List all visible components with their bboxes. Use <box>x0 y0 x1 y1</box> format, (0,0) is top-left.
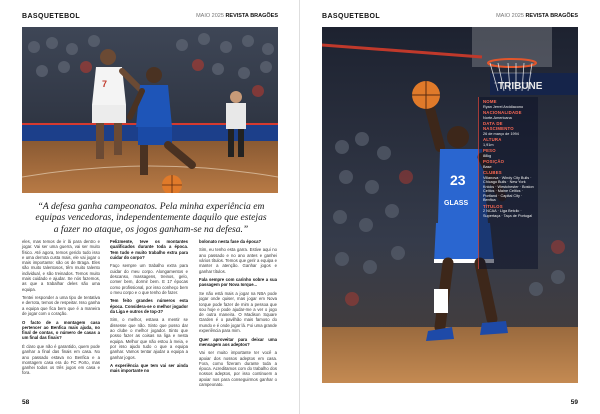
fact-value: 26 de março de 1994 <box>483 131 519 136</box>
paragraph: Se não está mais a jogar na NBA pode jogar onde quiser, mas jogar em Nova Iorque pode fazer de mim a pessoa que sou hoje e pode ajudar-me a ver o jogo de outra maneira. O Madison Square Garden é o pavilhão mais famoso do mundo e é onde jogar lá. Foi uma grande experiência para mim. <box>199 290 277 334</box>
paragraph: Faço sempre um trabalho extra para cuidar do meu corpo. Alongamentos e descanso, massagens, treinos, gelo, comer bem, dormir bem. E 17 épocas como profissional, por isso conheço bem o meu corpo e o que tenho de fazer. <box>110 263 188 295</box>
article-column-1 <box>22 239 100 379</box>
interview-question: Tem feito grandes números esta época. Considera-se o melhor jogador da Liga e outros de top-3? <box>110 298 188 314</box>
fact-label: POSIÇÃO <box>483 158 505 164</box>
pull-quote: “A defesa ganha campeonatos. Pela minha experiência em equipas vencedoras, independentemente daquilo que estejas a fazer no ataque, os jogos ganham-se na defesa.” <box>35 201 267 235</box>
interview-question: Felizmente, teve os montantes qualificados durante toda a época. Tem tudo e muito trabalho extra para cuidar do corpo? <box>110 239 188 260</box>
left-header <box>22 13 278 23</box>
article-columns <box>22 239 278 399</box>
fact-label: DATA DE NASCIMENTO <box>483 120 514 131</box>
fact-label: NACIONALIDADE <box>483 109 522 115</box>
blue-jersey-number: 23 <box>450 172 466 188</box>
fact-label: CLUBES <box>483 169 502 175</box>
page-number-right: 59 <box>570 399 578 406</box>
game-action-photo <box>22 27 278 193</box>
page-number-left: 58 <box>22 399 30 406</box>
article-column-3 <box>199 239 277 391</box>
fact-value: 88kg <box>483 153 492 158</box>
right-page <box>300 0 600 414</box>
white-jersey-number: 7 <box>102 79 108 89</box>
interview-question: Quer aproveitar para deixar uma mensagem aos adeptos? <box>199 336 277 347</box>
fact-value: Base <box>483 164 492 169</box>
right-header <box>322 13 578 23</box>
interview-question: bolonato nesta fase da época? <box>199 239 262 244</box>
interview-question: O facto de a montagem casa pertencer ao Benfica mais ajuda, no final de contas, o número de casas a um final das finais? <box>22 319 100 341</box>
paragraph: Vai ser muito importante ter você a apoiar dos nossos adeptos em casa. Fora, como fizeram durante toda a época. Acreditamos com do trabalho dos nossos adeptos, por isso continuem a apoiar nos para conseguirmos ganhar o campeonato. <box>199 350 277 388</box>
fact-value: Ryan Jerrel Arcidiacono <box>483 104 524 109</box>
paragraph: eles, mas temos de ir lá para dentro e jogar. Vai ser uma guerra, vai ser muito físico. Até agora, temos gerido tudo isso e uma derrota custa mais, ele vai jogar o mais importante: são os de Braga. Eles são muito talentosos, têm muito talento individual, e são treinados. Temos muito mais cuidado e ajudar. Se nós fazemos, as que a trabalhar deles são uma equipa. <box>22 239 100 292</box>
shirt-sponsor-text: GLASS <box>444 200 469 207</box>
paragraph: É claro que não é garantido, quem pode ganhar a final das finais em casa. No ano passado estava no Benfica e a montagem casa era do FC Porto, mas ganhei todos os três jogos em casa e fora. <box>22 343 100 376</box>
fact-value: 2 NCAA · Liga Betclic · Supertaça · Taça de Portugal <box>483 209 533 219</box>
fact-label: TÍTULOS <box>483 203 503 209</box>
fact-label: ALTURA <box>483 136 502 142</box>
fact-value: Norte-Americana <box>483 115 512 120</box>
paragraph: Sim, o melhor, estava a mentir se dissesse que não. Sinto que posso dar ao clube o melhor jogador. Sinto que posso fazer as coisas na liga e nesta equipa. Melhor que não estou à meia, e por isso ajudo tudo o que a equipa ganhar. Vamos tentar ajudar a equipa a ganhar jogos. <box>110 317 188 360</box>
paragraph: Sim, eu tenho esta garra. Estive aqui no ano passado e no ano antes e ganhei vários títulos. Temos que gerir a equipa e manter a atenção. Ganhar jogos e ganhar títulos. <box>199 247 277 274</box>
interview-question: Fala sempre com carinho sobre a sua passagem por Nova Iorque... <box>199 277 277 288</box>
paragraph: Tentei responder a uma tipo de tentativa e derrota, temos de respeitar. Isso ganha a equipa que fica bem que é a maneira de jogar com o coração. <box>22 295 100 317</box>
fact-label: NOME <box>483 99 497 104</box>
dunk-photo <box>322 27 578 383</box>
section-label: BASQUETEBOL <box>22 13 81 20</box>
issue-label: MAIO 2025 REVISTA BRAGÕES <box>196 13 278 19</box>
fact-value: Villanova · Windy City Bulls · Chicago Bulls · New York Knicks · Westchester · Boston Celtics · Maine Celtics · Portland · Capital City · Benfica <box>483 175 534 203</box>
fact-value: 1,91m <box>483 142 494 147</box>
fact-label: PESO <box>483 147 496 153</box>
section-label: BASQUETEBOL <box>322 13 381 20</box>
player-factbox <box>478 97 538 269</box>
arena-banner-text: TRIBUNE <box>498 81 543 92</box>
interview-question: A experiência que tem vai ser ainda mais importante no <box>110 362 188 374</box>
issue-label: MAIO 2025 REVISTA BRAGÕES <box>496 13 578 19</box>
article-column-2 <box>110 239 188 377</box>
